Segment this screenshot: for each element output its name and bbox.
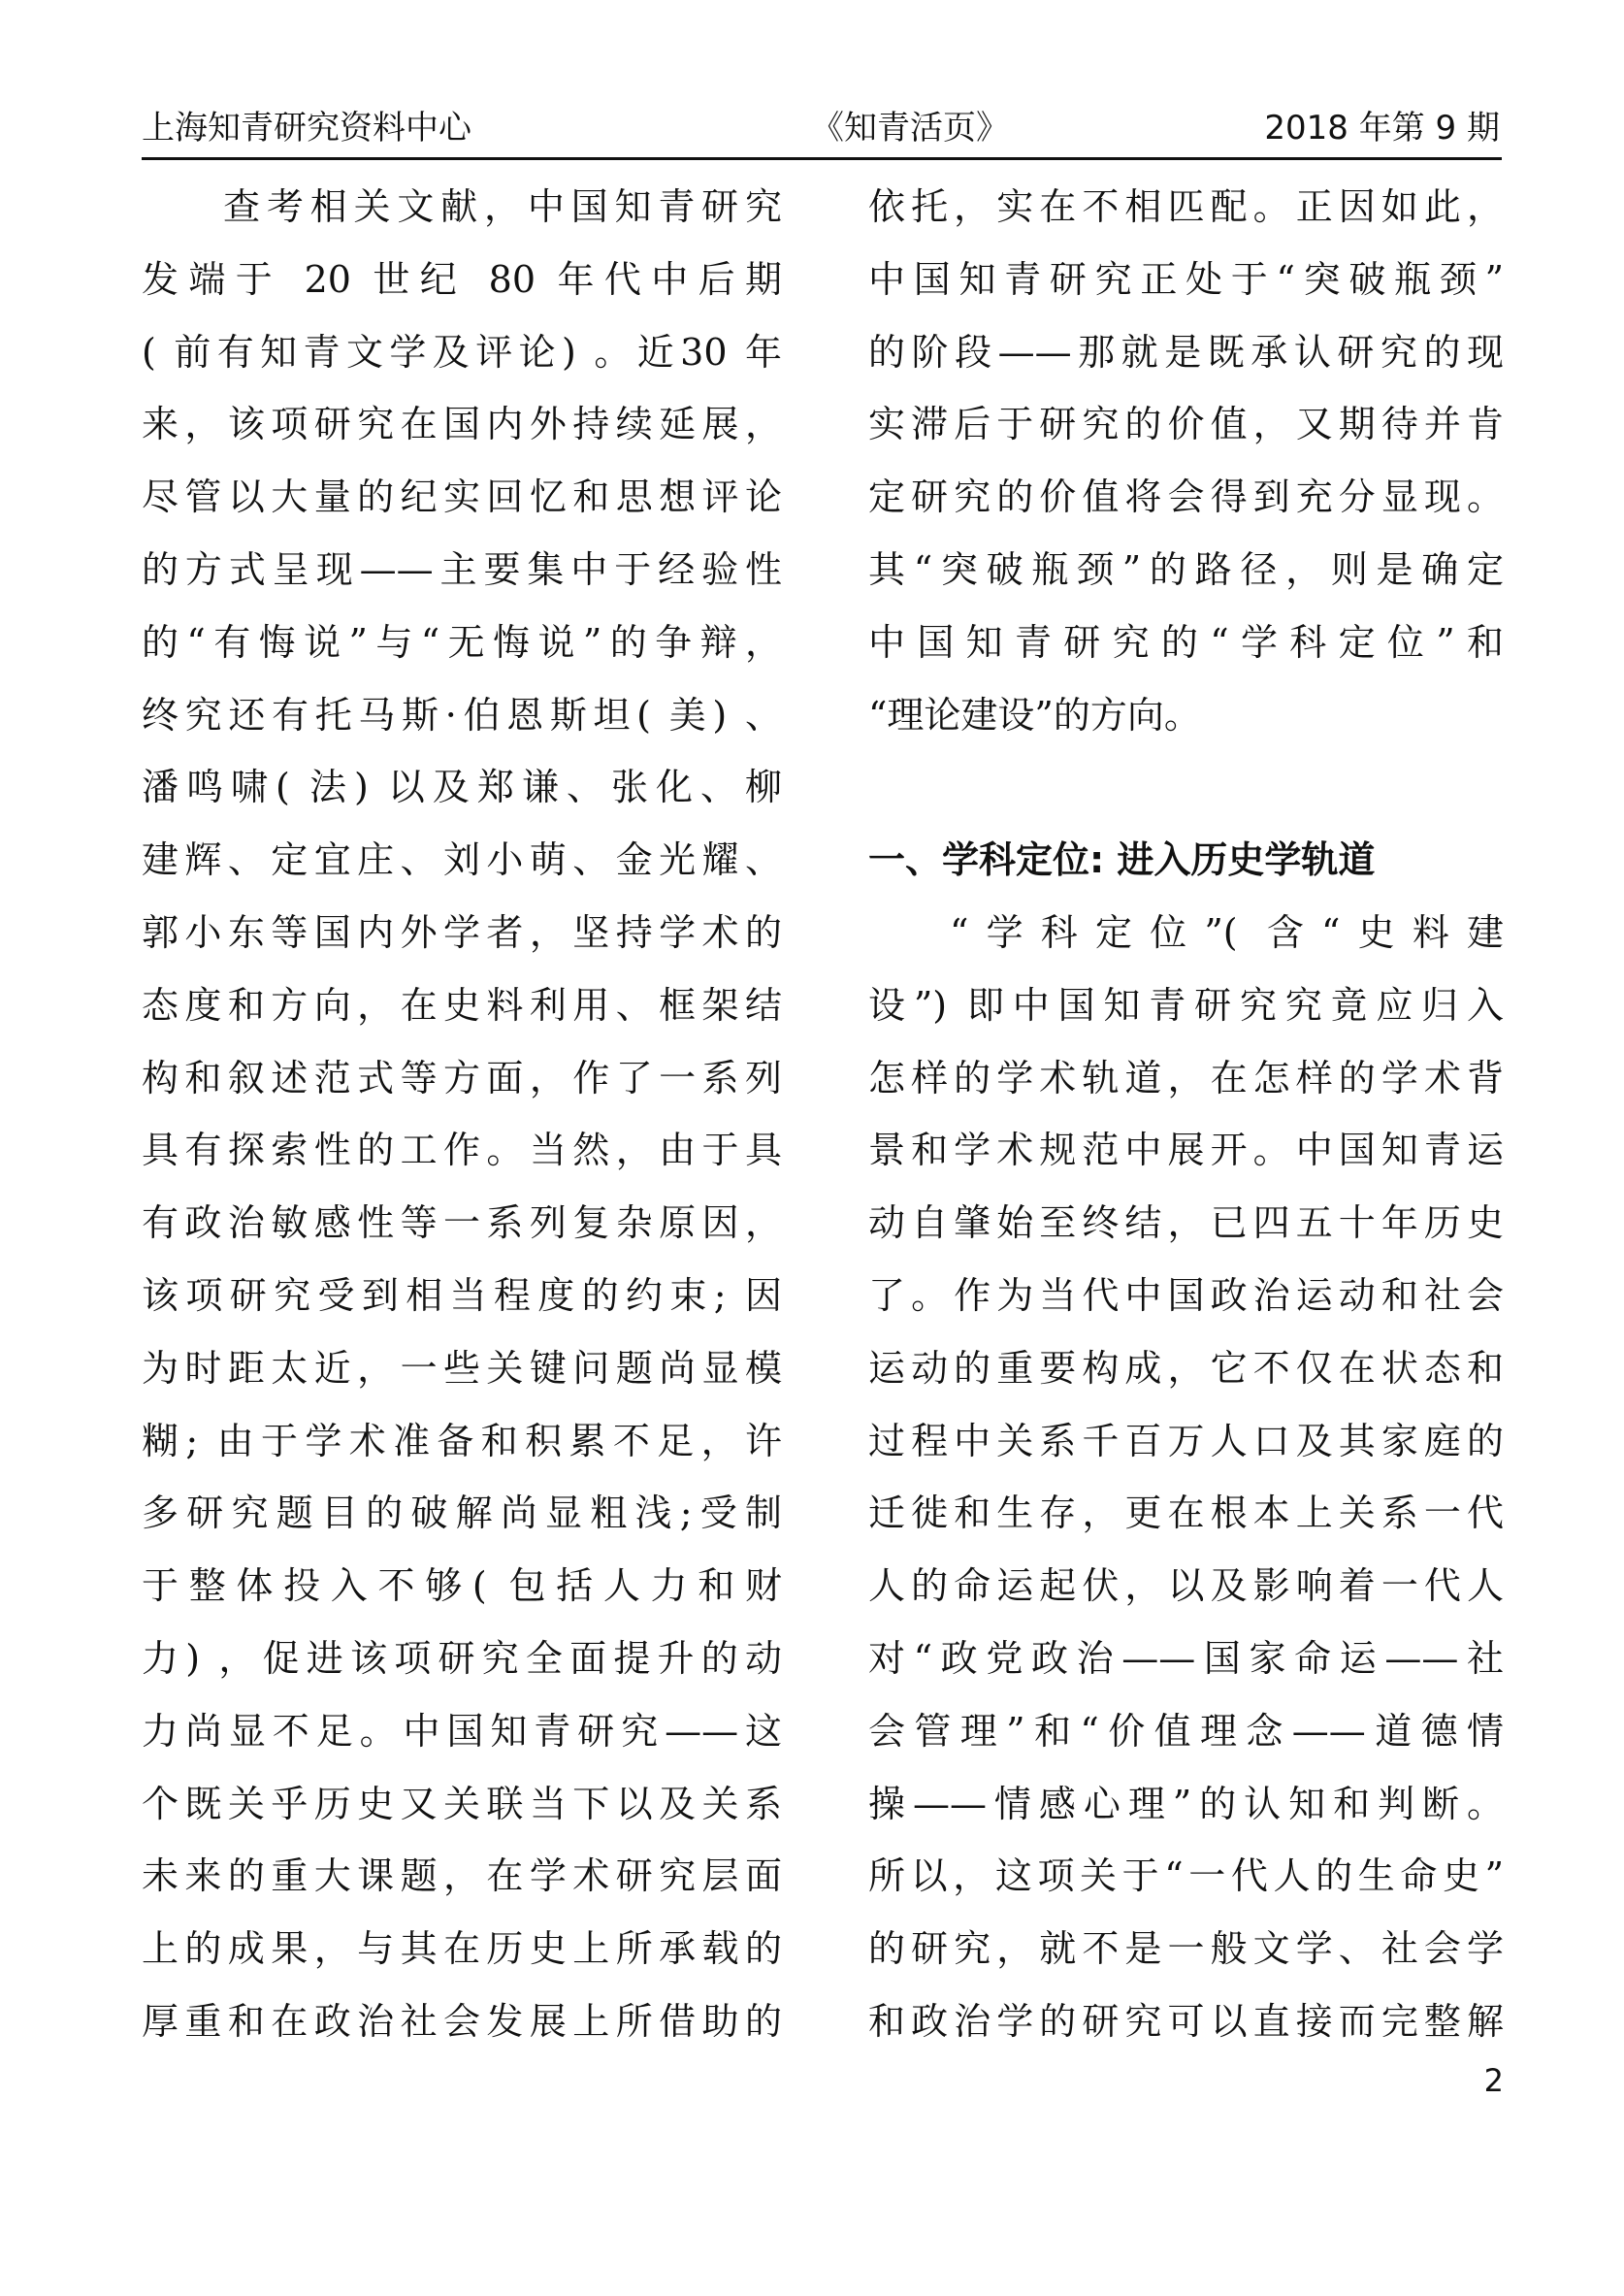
page-number: 2 [1483, 2062, 1504, 2099]
body-line: 具有探索性的工作。当然，由于具 [142, 1129, 782, 1172]
body-line: 厚重和在政治社会发展上所借助的 [142, 1999, 782, 2043]
body-line: 中国知青研究正处于“突破瓶颈” [868, 257, 1504, 301]
body-line: 未来的重大课题，在学术研究层面 [142, 1854, 782, 1898]
body-line: 的“有悔说”与“无悔说”的争辩， [142, 620, 782, 664]
body-line: “学科定位”( 含“史料建 [950, 910, 1504, 954]
body-line: 的方式呈现——主要集中于经验性 [142, 547, 782, 591]
body-line: 了。作为当代中国政治运动和社会 [868, 1273, 1504, 1317]
body-line: 糊; 由于学术准备和积累不足，许 [142, 1419, 782, 1462]
body-line: 潘鸣啸( 法) 以及郑谦、张化、柳 [142, 766, 782, 809]
body-line: 该项研究受到相当程度的约束; 因 [142, 1273, 782, 1317]
body-line: 构和叙述范式等方面，作了一系列 [142, 1056, 782, 1099]
body-line: 建辉、定宜庄、刘小萌、金光耀、 [142, 838, 782, 882]
left-column [142, 171, 782, 2058]
body-line: 景和学术规范中展开。中国知青运 [868, 1129, 1504, 1172]
running-header [142, 99, 1500, 157]
body-line: 定研究的价值将会得到充分显现。 [868, 476, 1504, 519]
body-line: 有政治敏感性等一系列复杂原因， [142, 1201, 782, 1245]
body-line: 迁徙和生存，更在根本上关系一代 [868, 1492, 1504, 1535]
body-line: 动自肇始至终结，已四五十年历史 [868, 1201, 1504, 1245]
body-line: 的研究，就不是一般文学、社会学 [868, 1927, 1504, 1971]
body-line: 个既关乎历史又关联当下以及关系 [142, 1782, 782, 1825]
body-line: 发端于 20 世纪 80 年代中后期 [142, 257, 782, 301]
body-line: 所以，这项关于“一代人的生命史” [868, 1854, 1504, 1898]
body-line: 查考相关文献，中国知青研究 [223, 185, 782, 228]
body-line: 终究还有托马斯·伯恩斯坦( 美) 、 [142, 693, 782, 737]
header-publisher: 上海知青研究资料中心 [142, 109, 471, 148]
body-line: 过程中关系千百万人口及其家庭的 [868, 1419, 1504, 1462]
body-line: 会管理”和“价值理念——道德情 [868, 1709, 1504, 1753]
body-line: 怎样的学术轨道，在怎样的学术背 [868, 1056, 1504, 1099]
body-line: 运动的重要构成，它不仅在状态和 [868, 1346, 1504, 1390]
body-line: 的阶段——那就是既承认研究的现 [868, 330, 1504, 374]
body-line: 对“政党政治——国家命运——社 [868, 1636, 1504, 1680]
body-line: 操——情感心理”的认知和判断。 [868, 1782, 1504, 1825]
body-line: 实滞后于研究的价值，又期待并肯 [868, 403, 1504, 446]
body-line: 上的成果，与其在历史上所承载的 [142, 1927, 782, 1971]
body-line: 态度和方向，在史料利用、框架结 [142, 983, 782, 1027]
body-line: 郭小东等国内外学者，坚持学术的 [142, 910, 782, 954]
body-line: 依托，实在不相匹配。正因如此， [868, 185, 1504, 228]
body-line: 其“突破瓶颈”的路径，则是确定 [868, 547, 1504, 591]
body-line: 尽管以大量的纪实回忆和思想评论 [142, 476, 782, 519]
header-issue: 2018 年第 9 期 [1264, 109, 1500, 148]
paragraph-gap [868, 751, 1504, 824]
header-journal-title: 《知青活页》 [811, 109, 1009, 148]
body-line: 于整体投入不够( 包括人力和财 [142, 1564, 782, 1608]
body-line: 力尚显不足。中国知青研究——这 [142, 1709, 782, 1753]
section-heading: 一、学科定位: 进入历史学轨道 [868, 838, 1376, 882]
body-line: 多研究题目的破解尚显粗浅;受制 [142, 1492, 782, 1535]
body-line: 力) ，促进该项研究全面提升的动 [142, 1636, 782, 1680]
body-line: 设”) 即中国知青研究究竟应归入 [868, 983, 1504, 1027]
body-line: ( 前有知青文学及评论) 。近30 年 [142, 330, 782, 374]
body-line: 为时距太近，一些关键问题尚显模 [142, 1346, 782, 1390]
body-line: 来，该项研究在国内外持续延展， [142, 403, 782, 446]
body-line: 和政治学的研究可以直接而完整解 [868, 1999, 1504, 2043]
right-column [868, 171, 1504, 2058]
header-rule [142, 157, 1502, 160]
body-line: 人的命运起伏，以及影响着一代人 [868, 1564, 1504, 1608]
body-line: “理论建设”的方向。 [868, 693, 1201, 737]
body-line: 中国知青研究的“学科定位”和 [868, 620, 1504, 664]
